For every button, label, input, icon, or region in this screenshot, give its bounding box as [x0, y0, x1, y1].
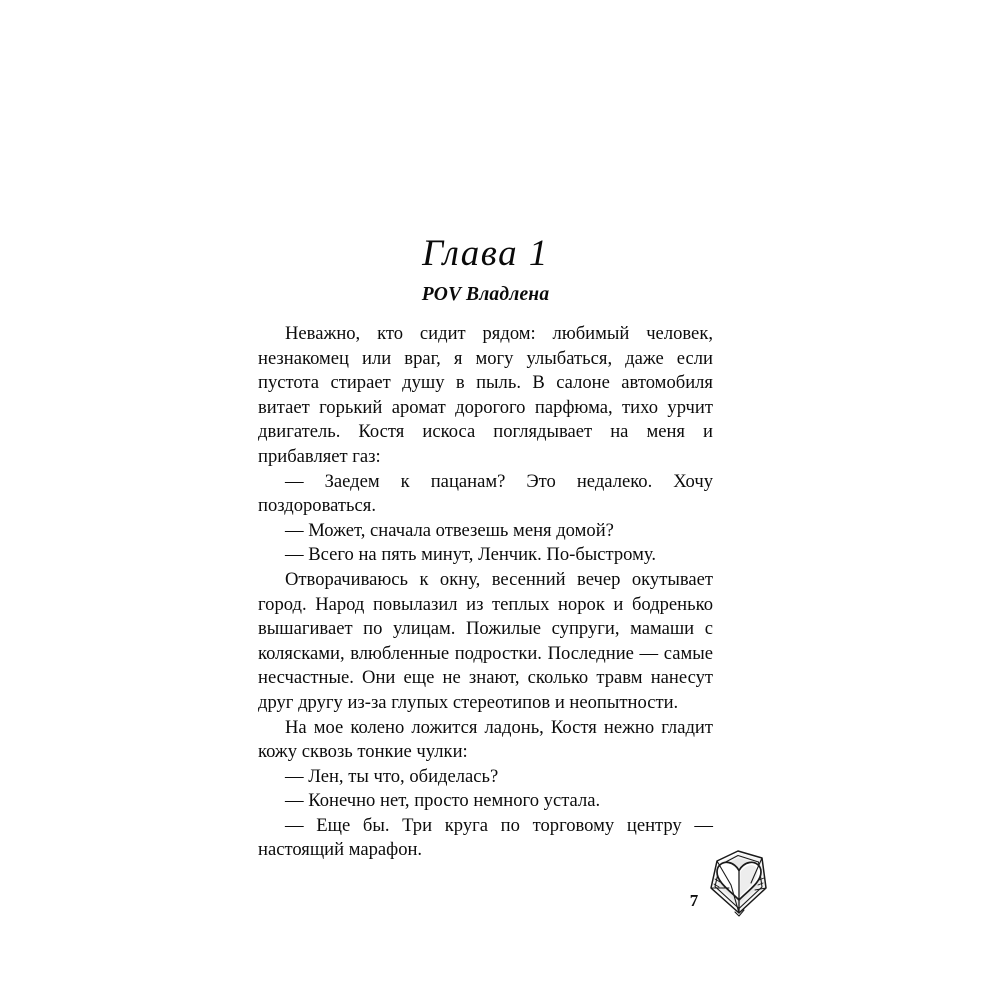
body-text: [258, 322, 713, 863]
paragraph-dialogue: — Заедем к пацанам? Это недалеко. Хочу поздороваться.: [258, 470, 713, 517]
paragraph-dialogue: — Всего на пять минут, Ленчик. По-быстрому.: [285, 544, 656, 566]
chapter-subtitle-pov: POV Владлена: [421, 284, 550, 305]
paragraph-dialogue: — Может, сначала отвезешь меня домой?: [285, 519, 614, 541]
paragraph-dialogue: — Конечно нет, просто немного устала.: [285, 790, 601, 812]
paragraph-dialogue: — Еще бы. Три круга по торговому центру — настоящий марафон.: [258, 814, 713, 861]
heart-in-rosebud-sketch-icon: [699, 843, 777, 923]
paragraph-dialogue: — Лен, ты что, обиделась?: [285, 765, 499, 787]
chapter-title: Глава 1: [422, 233, 549, 274]
paragraph: Неважно, кто сидит рядом: любимый человек, незнакомец или враг, я могу улыбаться, даже если пустота стирает душу в пыль. В салоне автомобиля витает горький аромат дорогого парфюма, тихо урчит двигатель. Костя искоса поглядывает на меня и прибавляет газ:: [258, 323, 713, 467]
page-number: 7: [689, 891, 699, 910]
paragraph: Отворачиваюсь к окну, весенний вечер окутывает город. Народ повылазил из теплых норок и бодренько вышагивает по улицам. Пожилые супруги, мамаши с колясками, влюбленные подростки. Последние — самые несчастные. Они еще не знают, сколько травм нанесут друг другу из-за глупых стереотипов и неопытности.: [258, 568, 713, 713]
paragraph: На мое колено ложится ладонь, Костя нежно гладит кожу сквозь тонкие чулки:: [258, 716, 713, 763]
text-column: [258, 232, 713, 863]
